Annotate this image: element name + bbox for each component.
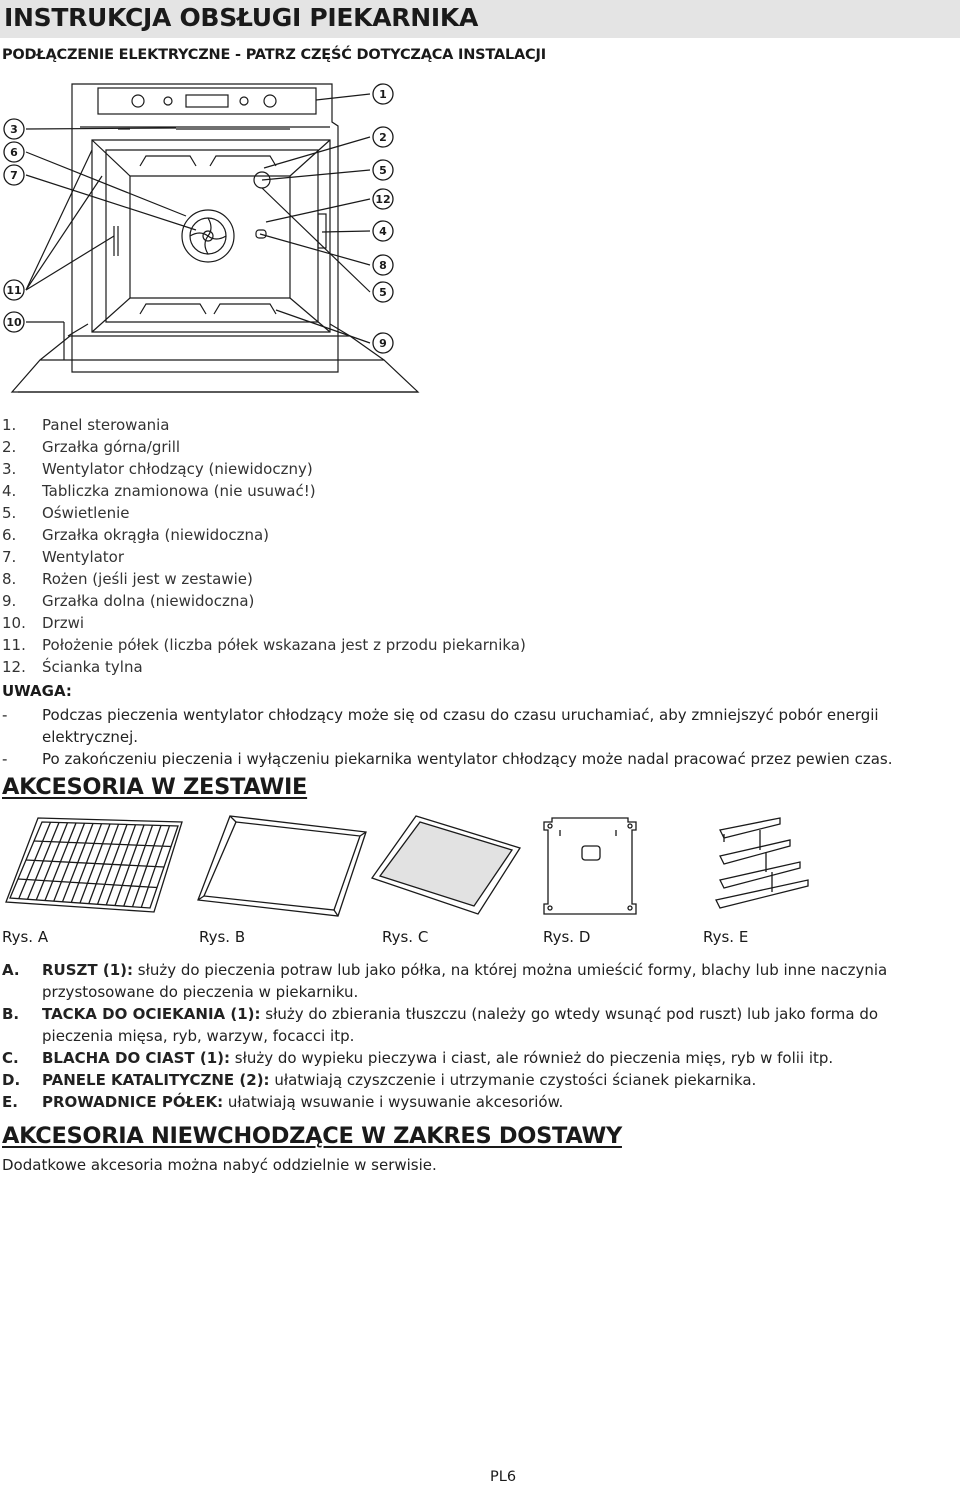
parts-list-item (2, 414, 526, 436)
parts-list-item (2, 458, 526, 480)
parts-list-item (2, 502, 526, 524)
part-number: 5. (2, 504, 17, 522)
accessory-d (2, 1069, 952, 1091)
callout-number: 9 (379, 337, 387, 350)
oven-door (12, 360, 418, 392)
callout-number: 10 (6, 316, 22, 329)
note-label: UWAGA: (2, 682, 72, 700)
accessory-letter: A. (2, 961, 20, 979)
accessory-name: PROWADNICE PÓŁEK: (42, 1093, 224, 1111)
part-label: Tabliczka znamionowa (nie usuwać!) (42, 482, 316, 500)
part-label: Położenie półek (liczba półek wskazana jest z przodu piekarnika) (42, 636, 526, 654)
part-number: 11. (2, 636, 26, 654)
callout-number: 6 (10, 146, 18, 159)
accessory-letter: D. (2, 1071, 21, 1089)
page-subtitle: PODŁĄCZENIE ELEKTRYCZNE - PATRZ CZĘŚĆ DOTYCZĄCA INSTALACJI (2, 47, 546, 63)
part-number: 2. (2, 438, 17, 456)
note-text: Po zakończeniu pieczenia i wyłączeniu piekarnika wentylator chłodzący może nadal pracować przez pewien czas. (42, 750, 893, 768)
callout-number: 12 (375, 193, 391, 206)
parts-list-item (2, 656, 526, 678)
accessory-name: TACKA DO OCIEKANIA (1): (42, 1005, 261, 1023)
note-dash: - (2, 750, 8, 768)
parts-list-item (2, 612, 526, 634)
accessories-heading: AKCESORIA W ZESTAWIE (2, 774, 308, 800)
callout-number: 1 (379, 88, 387, 101)
callout-number: 7 (10, 169, 18, 182)
accessory-letter: E. (2, 1093, 18, 1111)
callouts-right (373, 84, 393, 353)
callout-number: 5 (379, 286, 387, 299)
knob-left (132, 95, 144, 107)
part-number: 12. (2, 658, 26, 676)
part-number: 6. (2, 526, 17, 544)
accessory-name: BLACHA DO CIAST (1): (42, 1049, 231, 1067)
baking-tray-figure (372, 816, 520, 914)
parts-list-item (2, 524, 526, 546)
callout-number: 8 (379, 259, 387, 272)
parts-list-item (2, 568, 526, 590)
catalytic-panel-figure (544, 818, 636, 914)
figure-label-d: Rys. D (543, 928, 591, 946)
part-label: Wentylator chłodzący (niewidoczny) (42, 460, 313, 478)
part-number: 8. (2, 570, 17, 588)
accessory-c (2, 1047, 952, 1069)
accessory-name: RUSZT (1): (42, 961, 134, 979)
note-text: Podczas pieczenia wentylator chłodzący może się od czasu do czasu uruchamiać, aby zmniejszyć pobór energii elektrycznej. (42, 706, 879, 746)
parts-list-item (2, 436, 526, 458)
part-label: Drzwi (42, 614, 85, 632)
parts-list-item (2, 546, 526, 568)
part-label: Panel sterowania (42, 416, 170, 434)
callouts-left (4, 119, 24, 332)
accessory-b (2, 1003, 952, 1047)
parts-list-item (2, 634, 526, 656)
part-number: 1. (2, 416, 17, 434)
rack-figure (6, 818, 182, 912)
figure-label-c: Rys. C (382, 928, 429, 946)
parts-list (2, 414, 526, 678)
control-panel (98, 88, 316, 114)
part-number: 10. (2, 614, 26, 632)
parts-list-item (2, 480, 526, 502)
part-label: Rożen (jeśli jest w zestawie) (42, 570, 253, 588)
page-title: INSTRUKCJA OBSŁUGI PIEKARNIKA (4, 3, 479, 32)
accessory-letter: C. (2, 1049, 19, 1067)
part-label: Ścianka tylna (42, 658, 143, 676)
accessory-figures (0, 810, 960, 925)
part-label: Grzałka okrągła (niewidoczna) (42, 526, 270, 544)
accessory-desc: ułatwiają wsuwanie i wysuwanie akcesoriów. (223, 1093, 564, 1111)
knob-right (264, 95, 276, 107)
part-number: 3. (2, 460, 17, 478)
extra-accessories-heading: AKCESORIA NIEWCHODZĄCE W ZAKRES DOSTAWY (2, 1123, 622, 1149)
page-number: PL6 (490, 1469, 517, 1485)
accessory-desc: służy do wypieku pieczywa i ciast, ale również do pieczenia mięs, ryb w folii itp. (230, 1049, 834, 1067)
note-dash: - (2, 706, 8, 724)
callout-number: 3 (10, 123, 18, 136)
part-number: 7. (2, 548, 17, 566)
part-number: 9. (2, 592, 17, 610)
oven-diagram (0, 70, 420, 405)
accessory-name: PANELE KATALITYCZNE (2): (42, 1071, 270, 1089)
extra-accessories-text: Dodatkowe akcesoria można nabyć oddzielnie w serwisie. (2, 1156, 437, 1174)
part-label: Oświetlenie (42, 504, 130, 522)
part-number: 4. (2, 482, 17, 500)
accessory-desc: służy do zbierania tłuszczu (należy go wtedy wsunąć pod ruszt) lub jako forma do pieczenia mięsa, ryb, warzyw, focacci itp. (42, 1005, 879, 1045)
accessory-e (2, 1091, 952, 1113)
figure-label-e: Rys. E (703, 928, 749, 946)
callout-number: 5 (379, 164, 387, 177)
part-label: Wentylator (42, 548, 125, 566)
callout-number: 11 (6, 284, 22, 297)
part-label: Grzałka górna/grill (42, 438, 181, 456)
note-2 (2, 748, 952, 770)
shelf-guides-figure (716, 818, 808, 908)
accessory-desc: ułatwiają czyszczenie i utrzymanie czystości ścianek piekarnika. (269, 1071, 757, 1089)
callout-number: 4 (379, 225, 387, 238)
figure-label-b: Rys. B (199, 928, 246, 946)
accessory-a (2, 959, 952, 1003)
part-label: Grzałka dolna (niewidoczna) (42, 592, 255, 610)
accessory-letter: B. (2, 1005, 20, 1023)
figure-label-a: Rys. A (2, 928, 49, 946)
note-1 (2, 704, 952, 748)
accessory-desc: służy do pieczenia potraw lub jako półka, na której można umieścić formy, blachy lub inne naczynia przystosowane do pieczenia w piekarniku. (42, 961, 888, 1001)
parts-list-item (2, 590, 526, 612)
callout-number: 2 (379, 131, 387, 144)
drip-tray-figure (198, 816, 366, 916)
